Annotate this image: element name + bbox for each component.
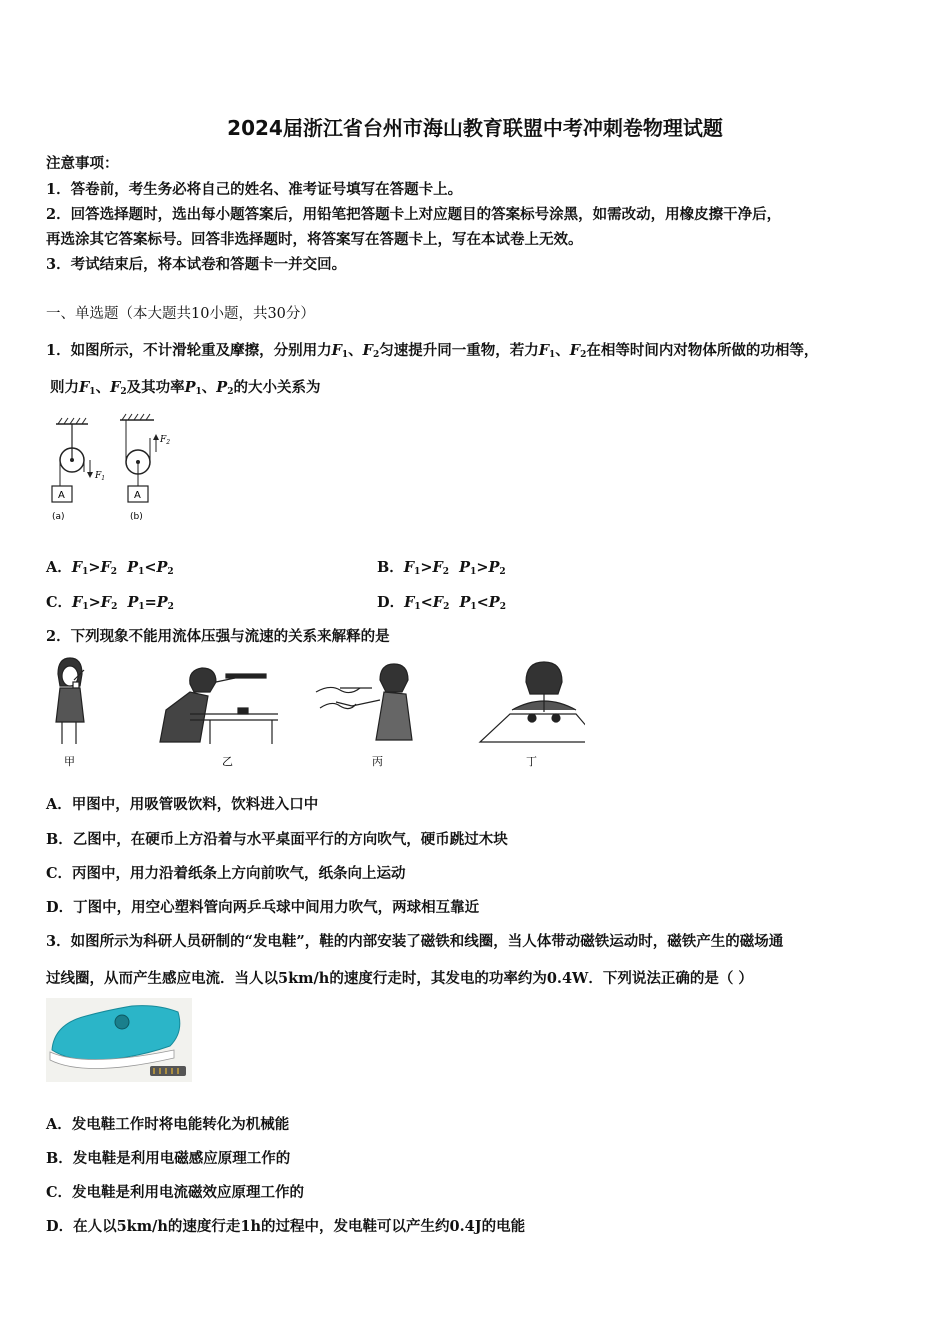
q1-stem-line2: 则力$F_1$、$F_2$及其功率$P_1$、$P_2$的大小关系为 (50, 379, 321, 397)
q1-stem-line1: 1．如图所示，不计滑轮重及摩擦，分别用力$F_1$、$F_2$匀速提升同一重物，若力$F_1$、$F_2$在相等时间内对物体所做的功相等， (46, 342, 819, 360)
note-item: 1．答卷前，考生务必将自己的姓名、准考证号填写在答题卡上。 (46, 181, 463, 198)
caption-b: (b) (130, 512, 143, 522)
q2-stem: 2．下列现象不能用流体压强与流速的关系来解释的是 (46, 628, 390, 645)
force-label-a: $F_1$ (95, 471, 106, 482)
note-item: 2．回答选择题时，选出每小题答案后，用铅笔把答题卡上对应题目的答案标号涂黑，如需改动，用橡皮擦干净后， (46, 206, 782, 223)
figure-jia (56, 658, 84, 744)
q3-option-a[interactable]: A．发电鞋工作时将电能转化为机械能 (46, 1116, 290, 1133)
q3-stem-line2: 过线圈，从而产生感应电流．当人以5km/h的速度行走时，其发电的功率约为0.4W．下列说法正确的是（ ） (46, 970, 753, 987)
q3-option-c[interactable]: C．发电鞋是利用电流磁效应原理工作的 (46, 1184, 305, 1201)
shoe-figure (46, 998, 192, 1082)
block-label-b: A (134, 490, 141, 501)
note-item: 再选涂其它答案标号。回答非选择题时，将答案写在答题卡上，写在本试卷上无效。 (46, 231, 583, 248)
q1-option-a[interactable]: A．$F_1>F_2$ $P_1<P_2$ (46, 559, 174, 577)
notes-heading: 注意事项： (46, 155, 119, 172)
section-heading: 一、单选题（本大题共10小题，共30分） (46, 306, 315, 322)
figure-ding (480, 662, 585, 742)
figure-bing (316, 664, 412, 740)
q2-option-a[interactable]: A．甲图中，用吸管吸饮料，饮料进入口中 (46, 796, 319, 813)
q1-option-c[interactable]: C．$F_1>F_2$ $P_1=P_2$ (46, 594, 174, 612)
caption-a: (a) (52, 512, 65, 522)
caption-bing: 丙 (372, 755, 383, 768)
q1-option-d[interactable]: D．$F_1<F_2$ $P_1<P_2$ (377, 594, 506, 612)
figure-yi (160, 668, 278, 744)
q2-option-d[interactable]: D．丁图中，用空心塑料管向两乒乓球中间用力吹气，两球相互靠近 (46, 899, 480, 916)
q3-stem-line1: 3．如图所示为科研人员研制的“发电鞋”，鞋的内部安装了磁铁和线圈，当人体带动磁铁运动时，磁铁产生的磁场通 (46, 933, 784, 950)
q3-option-b[interactable]: B．发电鞋是利用电磁感应原理工作的 (46, 1150, 291, 1167)
pulley-figure (44, 412, 184, 527)
caption-yi: 乙 (222, 755, 233, 768)
q2-option-c[interactable]: C．丙图中，用力沿着纸条上方向前吹气，纸条向上运动 (46, 865, 406, 882)
q2-figures (40, 652, 585, 774)
q3-option-d[interactable]: D．在人以5km/h的速度行走1h的过程中，发电鞋可以产生约0.4J的电能 (46, 1218, 526, 1235)
block-label-a: A (58, 490, 65, 501)
q2-option-b[interactable]: B．乙图中，在硬币上方沿着与水平桌面平行的方向吹气，硬币跳过木块 (46, 831, 508, 848)
q1-option-b[interactable]: B．$F_1>F_2$ $P_1>P_2$ (377, 559, 506, 577)
note-item: 3．考试结束后，将本试卷和答题卡一并交回。 (46, 256, 347, 273)
page-title: 2024届浙江省台州市海山教育联盟中考冲刺卷物理试题 (227, 116, 723, 140)
caption-ding: 丁 (526, 755, 537, 768)
force-label-b: $F_2$ (160, 435, 171, 446)
caption-jia: 甲 (64, 755, 75, 768)
